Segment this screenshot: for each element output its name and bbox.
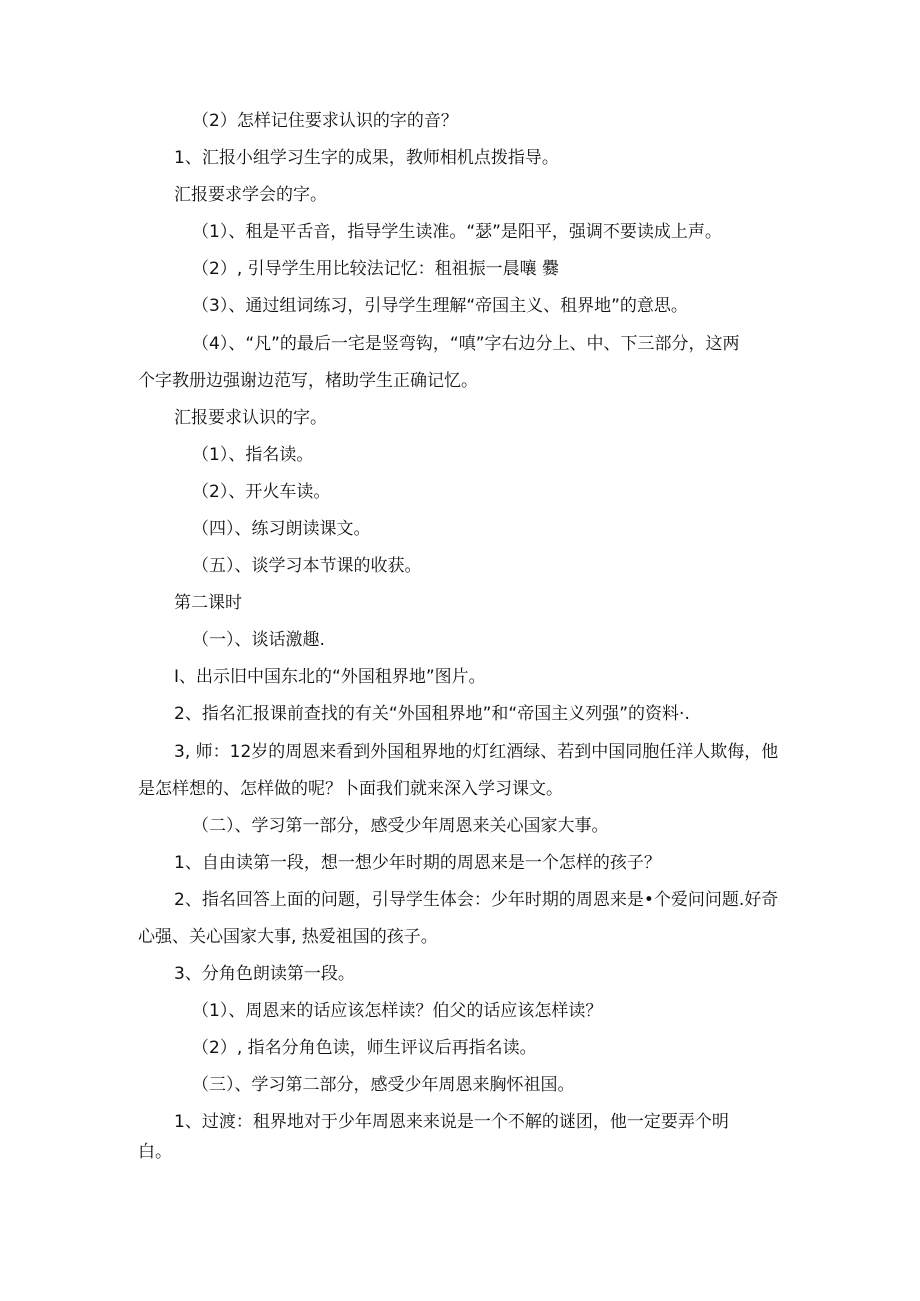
text-line: （1）、租是平舌音，指导学生读准。“瑟”是阳平，强调不要读成上声。 xyxy=(192,222,722,242)
text-line: 白。 xyxy=(138,1142,172,1162)
text-line: 心强、关心国家大事, 热爱祖国的孩子。 xyxy=(138,927,438,947)
text-line: （1）、周恩来的话应该怎样读？伯父的话应该怎样读？ xyxy=(192,1001,603,1021)
text-line: 1、过渡：租界地对于少年周恩来来说是一个不解的谜团，他一定要弄个明 xyxy=(174,1112,729,1132)
text-line: （2）, 引导学生用比较法记忆：租祖振一晨嚷 爨 xyxy=(192,259,560,279)
text-line: （2）怎样记住要求认识的字的音？ xyxy=(192,111,458,131)
text-line: （三）、学习第二部分，感受少年周恩来胸怀祖国。 xyxy=(192,1075,575,1095)
text-line: 是怎样想的、怎样做的呢？卜面我们就来深入学习课文。 xyxy=(138,779,563,799)
text-line: 3, 师：12岁的周恩来看到外国租界地的灯红酒绿、若到中国同胞任洋人欺侮，他 xyxy=(174,742,779,762)
text-line: （2）、开火车读。 xyxy=(192,482,331,502)
text-line: （3）、通过组词练习，引导学生理解“帝国主义、租界地”的意思。 xyxy=(192,296,688,316)
text-line: 3、分角色朗读第一段。 xyxy=(174,964,355,984)
text-line: （二）、学习第一部分，感受少年周恩来关心国家大事。 xyxy=(192,816,609,836)
text-line: 2、指名回答上面的问题，引导学生体会：少年时期的周恩来是•个爱问问题.好奇 xyxy=(174,890,779,910)
text-line: 1、汇报小组学习生字的成果，教师相机点拨指导。 xyxy=(174,148,559,168)
text-line: 汇报要求认识的字。 xyxy=(174,408,327,428)
text-line: （2）, 指名分角色读，师生评议后再指名读。 xyxy=(192,1038,537,1058)
text-line: I、出示旧中国东北的“外国租界地”图片。 xyxy=(174,667,486,687)
section-heading: 第二课时 xyxy=(174,593,242,613)
text-line: 1、自由读第一段，想一想少年时期的周恩来是一个怎样的孩子？ xyxy=(174,853,661,873)
text-line: （一）、谈话激趣. xyxy=(192,630,325,650)
text-line: （4）、“凡”的最后一宅是竖弯钩，“嗔”字右边分上、中、下三部分，这两 xyxy=(192,334,740,354)
text-line: 汇报要求学会的字。 xyxy=(174,185,327,205)
text-line: 个字教册边强谢边范写，楮助学生正确记忆。 xyxy=(138,371,478,391)
text-line: 2、指名汇报课前查找的有关“外国租界地”和“帝国主义列强”的资料·. xyxy=(174,704,690,724)
text-line: （1）、指名读。 xyxy=(192,445,314,465)
text-line: （五）、谈学习本节课的收获。 xyxy=(192,556,422,576)
text-line: （四）、练习朗读课文。 xyxy=(192,519,371,539)
